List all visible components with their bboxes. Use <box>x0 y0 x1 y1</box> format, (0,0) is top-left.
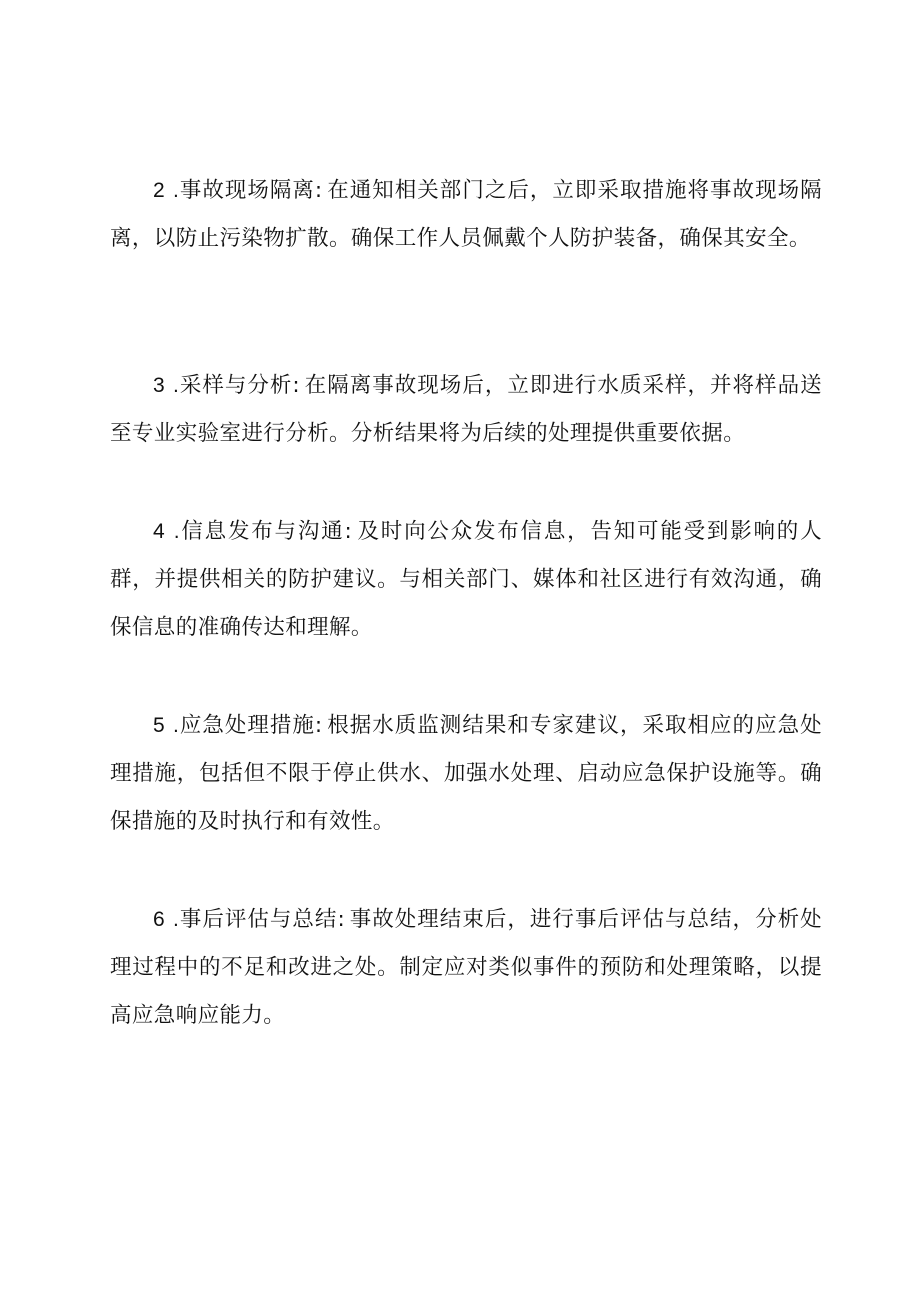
item-heading: 信息发布与沟通: <box>179 519 353 544</box>
item-heading: 采样与分析: <box>179 373 301 398</box>
paragraph-2 <box>110 167 822 263</box>
item-number: 3 <box>153 374 166 397</box>
item-dot: . <box>172 374 180 397</box>
paragraph-5 <box>110 702 822 846</box>
item-body: 根据水质监测结果和专家建议，采取相应的应急处理措施，包括但不限于停止供水、加强水处理、启动应急保护设施等。确保措施的及时执行和有效性。 <box>110 713 823 834</box>
item-heading: 应急处理措施: <box>179 713 323 738</box>
item-body: 事故处理结束后，进行事后评估与总结，分析处理过程中的不足和改进之处。制定应对类似事件的预防和处理策略，以提高应急响应能力。 <box>110 907 823 1028</box>
item-dot: . <box>172 908 180 931</box>
item-number: 4 <box>153 520 166 543</box>
item-body: 及时向公众发布信息，告知可能受到影响的人群，并提供相关的防护建议。与相关部门、媒体和社区进行有效沟通，确保信息的准确传达和理解。 <box>110 519 822 640</box>
item-dot: . <box>172 714 180 737</box>
item-heading: 事后评估与总结: <box>179 907 346 932</box>
item-dot: . <box>173 520 180 543</box>
item-heading: 事故现场隔离: <box>179 178 323 203</box>
item-number: 5 <box>153 714 166 737</box>
paragraph-4 <box>110 508 822 652</box>
item-number: 2 <box>153 179 166 202</box>
item-dot: . <box>172 179 180 202</box>
item-body: 在通知相关部门之后，立即采取措施将事故现场隔离，以防止污染物扩散。确保工作人员佩戴个人防护装备，确保其安全。 <box>110 178 823 251</box>
paragraph-6 <box>110 896 822 1040</box>
item-body: 在隔离事故现场后，立即进行水质采样，并将样品送至专业实验室进行分析。分析结果将为后续的处理提供重要依据。 <box>110 373 822 446</box>
item-number: 6 <box>153 908 166 931</box>
paragraph-3 <box>110 362 822 458</box>
